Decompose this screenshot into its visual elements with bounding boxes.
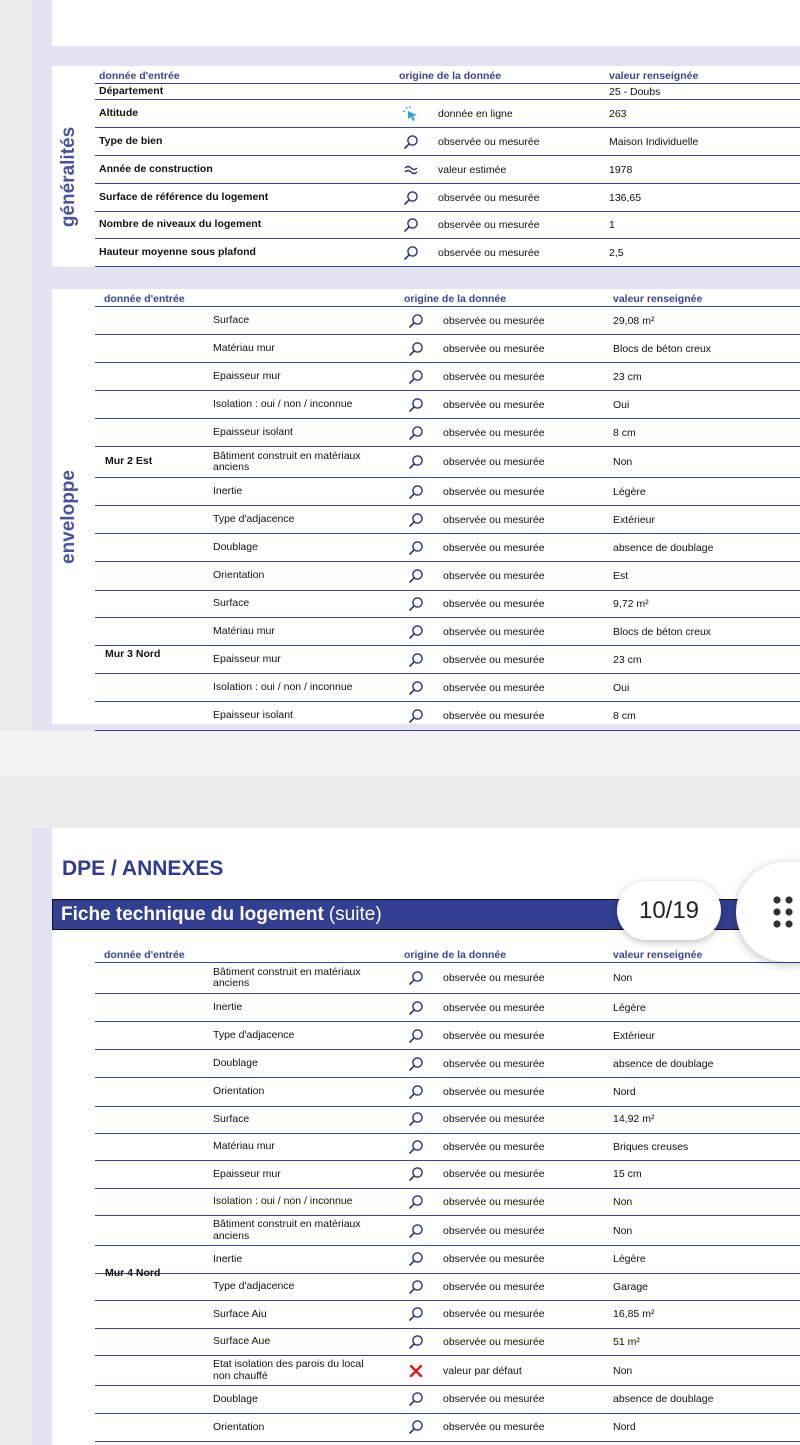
row-value: Non: [613, 1364, 633, 1377]
row-origin: observée ou mesurée: [443, 398, 545, 411]
search-icon: [406, 534, 426, 561]
header-value: valeur renseignée: [609, 70, 699, 82]
search-icon: [406, 478, 426, 505]
row-value: Non: [613, 456, 633, 468]
row-origin: donnée en ligne: [438, 107, 513, 120]
row-value: 263: [609, 107, 627, 120]
row-value: 16,85 m²: [613, 1308, 655, 1321]
table-row: [95, 534, 800, 562]
table-row: [95, 1301, 800, 1329]
row-label: Epaisseur isolant: [213, 425, 293, 438]
row-label: Altitude: [99, 106, 139, 119]
table-header: [95, 68, 800, 84]
table-row: [95, 674, 800, 702]
row-origin: observée ou mesurée: [443, 370, 545, 383]
row-origin: observée ou mesurée: [438, 246, 540, 259]
search-icon: [401, 184, 421, 211]
search-icon: [406, 506, 426, 533]
table-row: [95, 212, 800, 239]
table-row: [95, 1161, 800, 1189]
page-gap: [0, 731, 800, 776]
search-icon: [406, 1246, 426, 1273]
row-value: Légère: [613, 485, 646, 498]
row-origin: observée ou mesurée: [443, 972, 545, 984]
row-label: Epaisseur mur: [213, 652, 281, 665]
row-value: Oui: [613, 398, 630, 411]
row-label: Matériau mur: [213, 1140, 275, 1153]
row-value: Non: [613, 972, 633, 984]
row-label: Epaisseur mur: [213, 369, 281, 382]
search-icon: [406, 590, 426, 617]
row-origin: observée ou mesurée: [443, 1086, 545, 1098]
enveloppe-groups: [95, 307, 800, 730]
row-label: Inertie: [213, 1252, 243, 1265]
row-origin: observée ou mesurée: [438, 219, 540, 231]
wall-group: [95, 590, 800, 730]
row-origin: observée ou mesurée: [443, 625, 545, 638]
row-value: Nord: [613, 1086, 636, 1098]
row-value: 23 cm: [613, 370, 642, 383]
row-value: 8 cm: [613, 426, 636, 439]
header-origin: origine de la donnée: [399, 70, 502, 82]
search-icon: [406, 1022, 426, 1049]
row-value: 51 m²: [613, 1335, 640, 1348]
row-origin: observée ou mesurée: [443, 1393, 545, 1406]
row-origin: observée ou mesurée: [443, 1001, 545, 1014]
row-value: 15 cm: [613, 1168, 642, 1181]
row-value: 1: [609, 219, 615, 231]
header-origin: origine de la donnée: [404, 949, 507, 961]
row-value: Non: [613, 1224, 633, 1237]
row-origin: observée ou mesurée: [443, 456, 545, 468]
wall-group-name: Mur 2 Est: [105, 455, 153, 467]
table-row: [95, 590, 800, 618]
row-origin: observée ou mesurée: [443, 681, 545, 694]
table-row: [95, 1189, 800, 1217]
row-origin: observée ou mesurée: [443, 597, 545, 610]
row-label: Type d'adjacence: [213, 1028, 295, 1041]
table-row: [95, 239, 800, 267]
row-value: Blocs de béton creux: [613, 625, 712, 638]
row-label: Bâtiment construit en matériaux anciens: [213, 965, 361, 989]
table-row: [95, 1078, 800, 1106]
row-label: Surface Aue: [213, 1335, 271, 1348]
header-value: valeur renseignée: [613, 293, 703, 305]
continuation-group: [95, 963, 800, 1106]
row-label: Surface: [213, 313, 250, 326]
row-label: Bâtiment construit en matériaux anciens: [213, 449, 361, 473]
row-label: Surface Aiu: [213, 1307, 267, 1320]
generalites-table: [95, 68, 800, 267]
search-icon: [406, 307, 426, 334]
fiche-title: Fiche technique du logement: [61, 903, 324, 925]
row-origin: valeur par défaut: [443, 1364, 522, 1377]
row-label: Inertie: [213, 484, 243, 497]
table-row: [95, 994, 800, 1022]
search-icon: [406, 1106, 426, 1133]
annexes-title: DPE / ANNEXES: [62, 857, 224, 880]
row-label: Bâtiment construit en matériaux anciens: [213, 1218, 361, 1242]
row-label: Isolation : oui / non / inconnue: [213, 397, 353, 410]
table-row: [95, 84, 800, 100]
table-row: [95, 1022, 800, 1050]
grid-dots-icon: [772, 895, 796, 931]
row-value: Garage: [613, 1280, 649, 1293]
row-origin: observée ou mesurée: [443, 426, 545, 439]
row-value: absence de doublage: [613, 1057, 714, 1070]
row-value: Blocs de béton creux: [613, 342, 712, 355]
row-label: Doublage: [213, 1392, 258, 1405]
row-value: 29,08 m²: [613, 314, 655, 327]
table-row: [95, 646, 800, 674]
row-label: Hauteur moyenne sous plafond: [99, 245, 256, 258]
wall-group: [95, 307, 800, 590]
search-icon: [406, 994, 426, 1021]
row-origin: observée ou mesurée: [443, 1113, 545, 1126]
annexes-table: [95, 947, 800, 1441]
row-value: Extérieur: [613, 513, 656, 526]
search-icon: [406, 363, 426, 390]
row-origin: observée ou mesurée: [443, 513, 545, 526]
table-row: [95, 1274, 800, 1302]
table-row: [95, 1329, 800, 1357]
row-label: Année de construction: [99, 162, 213, 175]
page-top-white-area: [52, 0, 800, 46]
row-origin: observée ou mesurée: [443, 1029, 545, 1042]
row-origin: observée ou mesurée: [443, 710, 545, 722]
row-value: Légère: [613, 1001, 646, 1014]
search-icon: [406, 562, 426, 590]
row-value: Briques creuses: [613, 1140, 689, 1153]
table-header: [95, 291, 800, 307]
table-row: [95, 618, 800, 646]
row-value: Légère: [613, 1253, 646, 1266]
search-icon: [406, 335, 426, 362]
table-row: [95, 1414, 800, 1442]
table-row: [95, 478, 800, 506]
search-icon: [406, 419, 426, 446]
table-row: [95, 1106, 800, 1134]
table-row: [95, 128, 800, 156]
header-input: donnée d'entrée: [104, 949, 185, 961]
row-value: 2,5: [609, 246, 624, 259]
row-label: Doublage: [213, 540, 258, 553]
table-row: [95, 419, 800, 447]
section-label-generalites: généralités: [58, 126, 79, 228]
search-icon: [406, 1386, 426, 1413]
row-label: Nombre de niveaux du logement: [99, 218, 262, 231]
row-label: Type de bien: [99, 134, 163, 147]
row-origin: observée ou mesurée: [443, 1308, 545, 1321]
wall-group-name: Mur 3 Nord: [105, 648, 161, 660]
row-label: Isolation : oui / non / inconnue: [213, 680, 353, 693]
section-label-enveloppe: enveloppe: [58, 470, 79, 564]
row-label: Type d'adjacence: [213, 1280, 295, 1293]
search-icon: [406, 1189, 426, 1216]
row-value: 136,65: [609, 191, 642, 204]
table-row: [95, 1356, 800, 1386]
row-origin: observée ou mesurée: [443, 1253, 545, 1266]
search-icon: [406, 1216, 426, 1245]
header-input: donnée d'entrée: [99, 70, 180, 82]
group-divider: [95, 1441, 800, 1442]
search-icon: [401, 128, 421, 155]
row-origin: observée ou mesurée: [443, 1335, 545, 1348]
search-icon: [406, 646, 426, 673]
row-label: Surface de référence du logement: [99, 190, 269, 203]
online-cursor-icon: [401, 100, 421, 127]
table-row: [95, 1134, 800, 1162]
row-label: Orientation: [213, 1420, 265, 1433]
table-row: [95, 156, 800, 184]
row-value: Nord: [613, 1421, 636, 1434]
table-row: [95, 363, 800, 391]
row-value: 25 - Doubs: [609, 85, 661, 98]
red-cross-icon: [406, 1356, 426, 1385]
row-value: Maison Individuelle: [609, 135, 699, 148]
wall-group-name: Mur 4 Nord: [105, 1267, 161, 1279]
approx-icon: [401, 156, 421, 183]
row-value: Oui: [613, 681, 630, 694]
row-origin: observée ou mesurée: [443, 1140, 545, 1153]
search-icon: [401, 212, 421, 238]
enveloppe-table: [95, 291, 800, 730]
table-row: [95, 100, 800, 128]
search-icon: [406, 1414, 426, 1442]
row-value: 23 cm: [613, 653, 642, 666]
row-label: Etat isolation des parois du local non chauffé: [213, 1358, 364, 1382]
search-icon: [406, 1301, 426, 1328]
table-row: [95, 1216, 800, 1246]
search-icon: [406, 1078, 426, 1106]
page-gap-shadow: [0, 776, 800, 828]
search-icon: [406, 618, 426, 645]
row-label: Inertie: [213, 1000, 243, 1013]
row-label: Orientation: [213, 569, 265, 582]
table-row: [95, 562, 800, 590]
row-label: Epaisseur isolant: [213, 709, 293, 722]
search-icon: [406, 963, 426, 993]
table-row: [95, 702, 800, 730]
row-origin: observée ou mesurée: [443, 1224, 545, 1237]
header-input: donnée d'entrée: [104, 293, 185, 305]
row-label: Matériau mur: [213, 624, 275, 637]
row-origin: observée ou mesurée: [443, 570, 545, 582]
row-label: Département: [99, 84, 164, 97]
row-origin: observée ou mesurée: [443, 653, 545, 666]
row-label: Surface: [213, 1112, 250, 1125]
row-origin: observée ou mesurée: [443, 1057, 545, 1070]
row-value: Non: [613, 1195, 633, 1208]
row-label: Orientation: [213, 1085, 265, 1098]
row-label: Type d'adjacence: [213, 512, 295, 525]
search-icon: [406, 391, 426, 418]
header-value: valeur renseignée: [613, 949, 703, 961]
page-indicator[interactable]: 10/19: [617, 881, 721, 940]
row-origin: observée ou mesurée: [443, 1280, 545, 1293]
row-origin: observée ou mesurée: [443, 485, 545, 498]
search-icon: [406, 1274, 426, 1301]
search-icon: [406, 1329, 426, 1356]
row-label: Doublage: [213, 1056, 258, 1069]
row-label: Isolation : oui / non / inconnue: [213, 1195, 353, 1208]
row-origin: observée ou mesurée: [443, 541, 545, 554]
search-icon: [406, 702, 426, 730]
table-row: [95, 1386, 800, 1414]
table-row: [95, 391, 800, 419]
search-icon: [406, 1134, 426, 1161]
row-origin: observée ou mesurée: [443, 1421, 545, 1434]
row-origin: observée ou mesurée: [443, 314, 545, 327]
row-value: 1978: [609, 163, 633, 176]
search-icon: [406, 447, 426, 477]
row-value: Est: [613, 570, 629, 582]
row-value: absence de doublage: [613, 541, 714, 554]
table-row: [95, 307, 800, 335]
wall-group: [95, 1106, 800, 1441]
row-origin: valeur estimée: [438, 163, 507, 176]
table-row: [95, 335, 800, 363]
row-origin: observée ou mesurée: [438, 191, 540, 204]
search-icon: [406, 674, 426, 701]
search-icon: [401, 239, 421, 266]
row-value: 14,92 m²: [613, 1113, 655, 1126]
search-icon: [406, 1050, 426, 1077]
table-row: [95, 1246, 800, 1274]
row-label: Surface: [213, 596, 250, 609]
generalites-rows: [95, 84, 800, 267]
table-row: [95, 506, 800, 534]
table-row: [95, 447, 800, 478]
annexes-rows: [95, 963, 800, 1441]
row-label: Epaisseur mur: [213, 1167, 281, 1180]
table-row: [95, 184, 800, 212]
table-row: [95, 1050, 800, 1078]
row-value: Extérieur: [613, 1029, 656, 1042]
fiche-title-suffix: (suite): [328, 903, 382, 925]
search-icon: [406, 1161, 426, 1188]
row-origin: observée ou mesurée: [438, 135, 540, 148]
row-value: 8 cm: [613, 710, 636, 722]
header-origin: origine de la donnée: [404, 293, 507, 305]
row-origin: observée ou mesurée: [443, 1195, 545, 1208]
row-origin: observée ou mesurée: [443, 1168, 545, 1181]
row-value: 9,72 m²: [613, 597, 649, 610]
table-header: [95, 947, 800, 963]
row-origin: observée ou mesurée: [443, 342, 545, 355]
row-label: Matériau mur: [213, 341, 275, 354]
row-value: absence de doublage: [613, 1393, 714, 1406]
table-row: [95, 963, 800, 994]
